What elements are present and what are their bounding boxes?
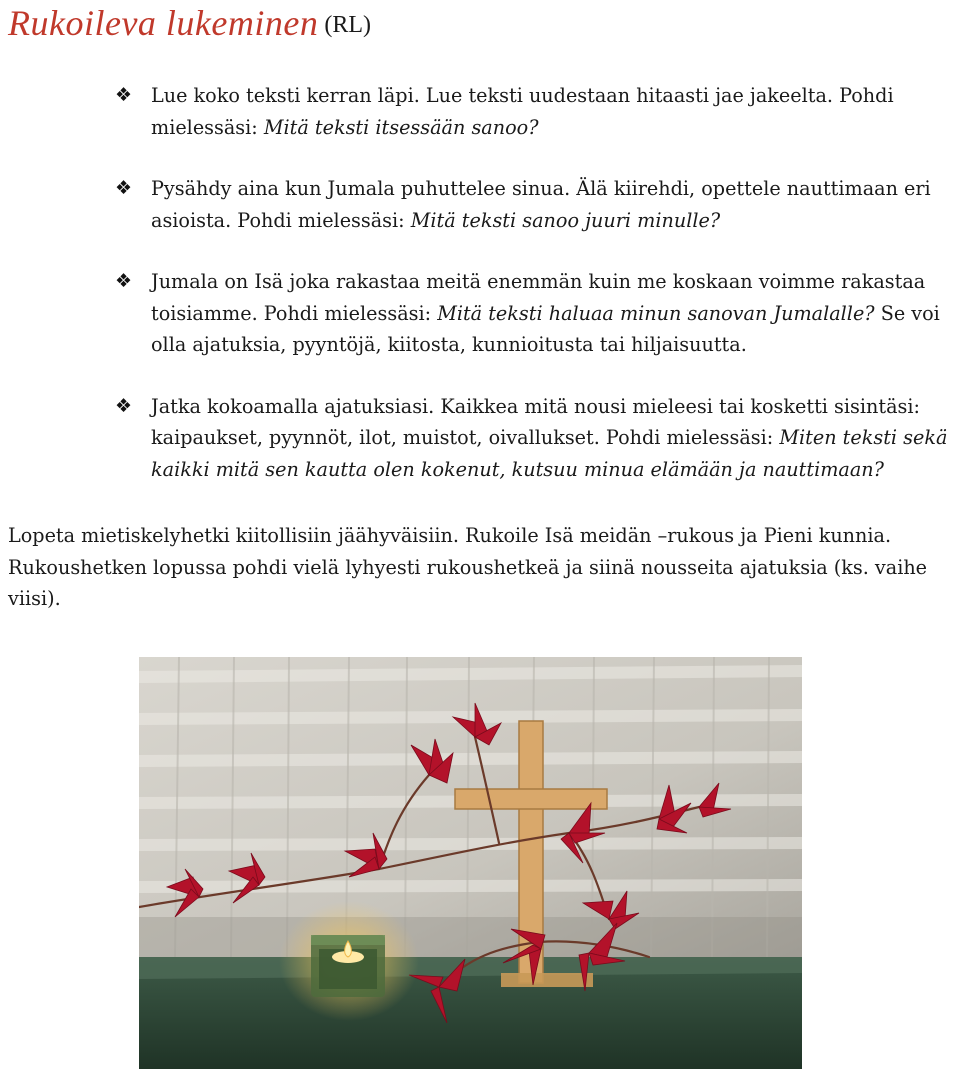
candle-holder: [311, 935, 385, 997]
list-item-text: Pysähdy aina kun Jumala puhuttelee sinua. Älä kiirehdi, opettele nauttimaan eri asioista. Pohdi mielessäsi:: [151, 177, 931, 232]
list-item: [0, 80, 951, 143]
list-item-text: Lue koko teksti kerran läpi. Lue teksti uudestaan hitaasti jae jakeelta. Pohdi mielessäsi:: [151, 84, 894, 139]
diamond-bullet-icon: ❖: [115, 394, 133, 417]
diamond-bullet-icon: ❖: [115, 270, 133, 292]
title-script: Rukoileva lukeminen: [8, 3, 319, 43]
list-item: [0, 391, 951, 486]
list-item: [0, 173, 951, 236]
reflection-question: Mitä teksti haluaa minun sanovan Jumalalle?: [437, 301, 875, 325]
list-item-text: Jumala on Isä joka rakastaa meitä enemmän kuin me koskaan voimme rakastaa toisiamme. Pohdi mielessäsi:: [151, 270, 926, 325]
instruction-list: [0, 80, 960, 515]
list-item: [0, 266, 951, 361]
diamond-bullet-icon: ❖: [115, 177, 133, 199]
reflection-question: Mitä teksti itsessään sanoo?: [263, 115, 539, 139]
candle-cross-photo: [139, 657, 802, 1069]
reflection-question: Mitä teksti sanoo juuri minulle?: [410, 208, 721, 232]
reflection-question: Miten teksti sekä kaikki mitä sen kautta olen kokenut, kutsuu minua elämään ja nauttimaan?: [151, 426, 948, 481]
page-title: [8, 2, 371, 44]
list-item-text: Jatka kokoamalla ajatuksiasi. Kaikkea mitä nousi mieleesi tai kosketti sisintäsi: kaipaukset, pyynnöt, ilot, muistot, oivallukset. Pohdi mielessäsi:: [151, 394, 920, 449]
closing-paragraph: Lopeta mietiskelyhetki kiitollisiin jäähyväisiin. Rukoile Isä meidän –rukous ja Pieni kunnia. Rukoushetken lopussa pohdi vielä lyhyesti rukoushetkeä ja siinä nousseita ajatuksia (ks. vaihe viisi).: [8, 524, 928, 610]
list-item-text-tail: Se voi olla ajatuksia, pyyntöjä, kiitosta, kunnioitusta tai hiljaisuutta.: [151, 301, 940, 356]
diamond-bullet-icon: ❖: [115, 84, 133, 106]
title-tag: (RL): [324, 12, 372, 38]
